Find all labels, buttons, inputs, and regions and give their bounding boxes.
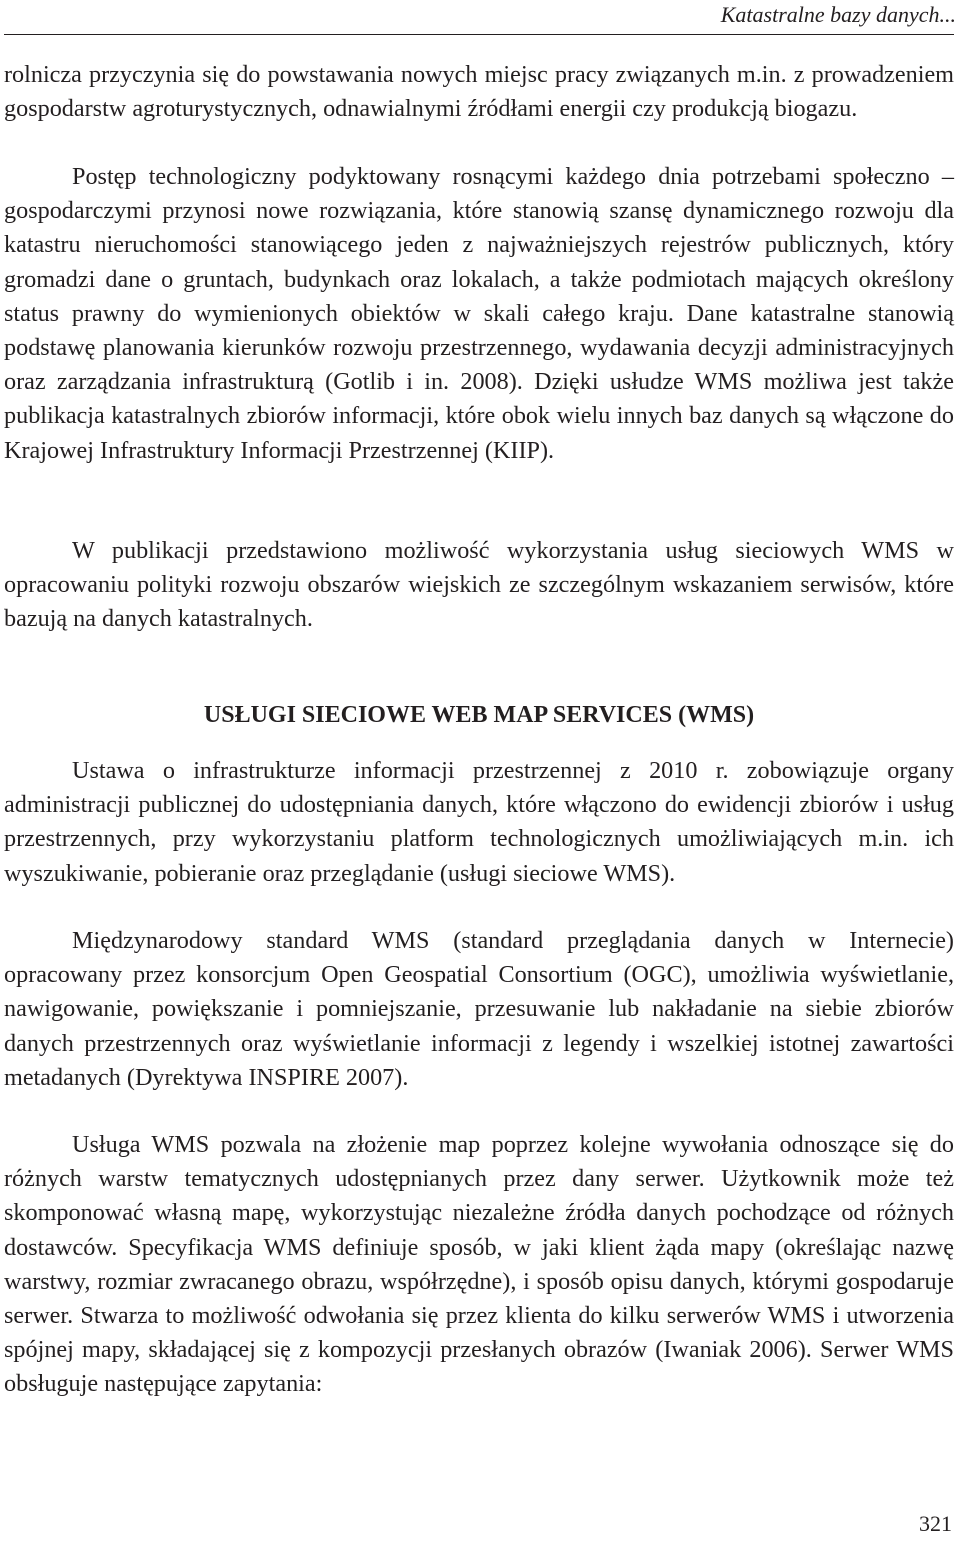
paragraph-continuation: rolnicza przyczynia się do powstawania nowych miejsc pracy związanych m.in. z prowadzeniem gospodarstw agroturystycznych, odnawialnymi źródłami energii czy produkcją biogazu. bbox=[4, 61, 954, 123]
paragraph-wms-service: Usługa WMS pozwala na złożenie map poprzez kolejne wywołania odnoszące się do różnych warstw tematycznych udostępnianych przez dany serwer. Użytkownik może też skomponować własną mapę, wykorzystując niezależne źródła danych pochodzące od różnych dostawców. Specyfikacja WMS definiuje sposób, w jaki klient żąda mapy (określając nazwę warstwy, rozmiar zwracanego obrazu, współrzędne), i sposób opisu danych, którymi gospodaruje serwer. Stwarza to możliwość odwołania się przez klienta do kilku serwerów WMS i utworzenia spójnej mapy, składającej się z kompozycji przesłanych obrazów (Iwaniak 2006). Serwer WMS obsługuje następujące zapytania: bbox=[4, 1131, 954, 1398]
section-heading: USŁUGI SIECIOWE WEB MAP SERVICES (WMS) bbox=[203, 701, 755, 728]
running-header-title: Katastralne bazy danych... bbox=[720, 2, 956, 27]
paragraph-publication-scope: W publikacji przedstawiono możliwość wykorzystania usług sieciowych WMS w opracowaniu polityki rozwoju obszarów wiejskich ze szczególnym wskazaniem serwisów, które bazują na danych katastralnych. bbox=[4, 537, 954, 633]
paragraph-technological-progress: Postęp technologiczny podyktowany rosnącymi każdego dnia potrzebami społeczno – gospodarczymi przynosi nowe rozwiązania, które stanowią szansę dynamicznego rozwoju dla katastru nieruchomości stanowiącego jeden z najważniejszych rejestrów publicznych, który gromadzi dane o gruntach, budynkach oraz lokalach, a także podmiotach mających określony status prawny do wymienionych obiektów w skali całego kraju. Dane katastralne stanowią podstawę planowania kierunków rozwoju przestrzennego, wydawania decyzji administracyjnych oraz zarządzania infrastrukturą (Gotlib i in. 2008). Dzięki usłudze WMS możliwa jest także publikacja katastralnych zbiorów informacji, które obok wielu innych baz danych są włączone do Krajowej Infrastruktury Informacji Przestrzennej (KIIP). bbox=[4, 163, 954, 464]
page-number: 321 bbox=[919, 1511, 952, 1536]
paragraph-spatial-infrastructure-act: Ustawa o infrastrukturze informacji przestrzennej z 2010 r. zobowiązuje organy administracji publicznej do udostępniania danych, które włączono do ewidencji zbiorów i usług przestrzennych, przy wykorzystaniu platform technologicznych umożliwiających m.in. ich wyszukiwanie, pobieranie oraz przeglądanie (usługi sieciowe WMS). bbox=[4, 757, 954, 887]
paragraph-wms-standard: Międzynarodowy standard WMS (standard przeglądania danych w Internecie) opracowany przez konsorcjum Open Geospatial Consortium (OGC), umożliwia wyświetlanie, nawigowanie, powiększanie i pomniejszanie, przesuwanie lub nakładanie na siebie zbiorów danych przestrzennych oraz wyświetlanie informacji z legendy i wszelkiej istotnej zawartości metadanych (Dyrektywa INSPIRE 2007). bbox=[4, 927, 954, 1091]
header-rule bbox=[4, 34, 954, 35]
